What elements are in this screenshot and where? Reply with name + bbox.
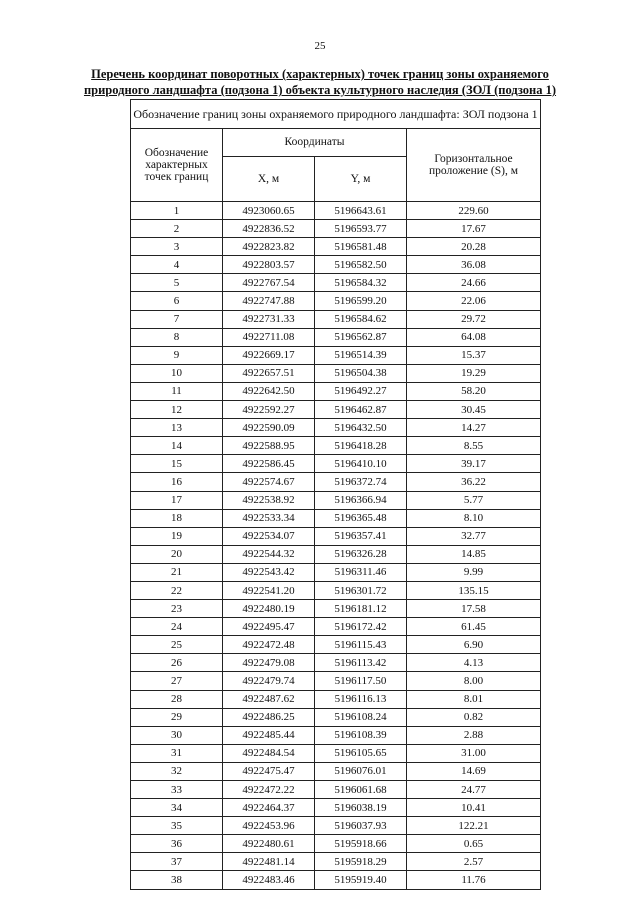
cell-x: 4922479.74 <box>223 672 315 690</box>
table-row <box>131 220 541 238</box>
cell-distance: 122.21 <box>407 817 541 835</box>
cell-x: 4922453.96 <box>223 817 315 835</box>
cell-y: 5196584.62 <box>315 310 407 328</box>
cell-x: 4922588.95 <box>223 437 315 455</box>
cell-x: 4923060.65 <box>223 202 315 220</box>
table-row <box>131 310 541 328</box>
table-row <box>131 726 541 744</box>
table-row <box>131 853 541 871</box>
cell-x: 4922590.09 <box>223 419 315 437</box>
cell-y: 5195919.40 <box>315 871 407 889</box>
cell-point: 3 <box>131 238 223 256</box>
cell-x: 4922592.27 <box>223 401 315 419</box>
cell-y: 5196357.41 <box>315 527 407 545</box>
cell-y: 5196504.38 <box>315 364 407 382</box>
cell-distance: 2.88 <box>407 726 541 744</box>
table-row <box>131 744 541 762</box>
cell-y: 5196581.48 <box>315 238 407 256</box>
cell-distance: 135.15 <box>407 581 541 599</box>
cell-distance: 0.82 <box>407 708 541 726</box>
cell-x: 4922464.37 <box>223 799 315 817</box>
cell-x: 4922481.14 <box>223 853 315 871</box>
cell-y: 5196410.10 <box>315 455 407 473</box>
cell-y: 5196462.87 <box>315 401 407 419</box>
cell-distance: 5.77 <box>407 491 541 509</box>
table-row <box>131 256 541 274</box>
cell-point: 29 <box>131 708 223 726</box>
cell-point: 2 <box>131 220 223 238</box>
cell-x: 4922657.51 <box>223 364 315 382</box>
table-row <box>131 600 541 618</box>
table-row <box>131 817 541 835</box>
cell-x: 4922484.54 <box>223 744 315 762</box>
table-row <box>131 636 541 654</box>
cell-x: 4922475.47 <box>223 762 315 780</box>
table-row <box>131 618 541 636</box>
table-row <box>131 419 541 437</box>
table-row <box>131 491 541 509</box>
cell-y: 5196599.20 <box>315 292 407 310</box>
table-row <box>131 364 541 382</box>
cell-point: 12 <box>131 401 223 419</box>
cell-point: 8 <box>131 328 223 346</box>
table-row <box>131 545 541 563</box>
cell-point: 13 <box>131 419 223 437</box>
cell-distance: 14.27 <box>407 419 541 437</box>
cell-x: 4922731.33 <box>223 310 315 328</box>
cell-y: 5196562.87 <box>315 328 407 346</box>
cell-distance: 229.60 <box>407 202 541 220</box>
cell-y: 5196372.74 <box>315 473 407 491</box>
cell-y: 5196365.48 <box>315 509 407 527</box>
cell-distance: 20.28 <box>407 238 541 256</box>
cell-y: 5196076.01 <box>315 762 407 780</box>
cell-x: 4922480.19 <box>223 600 315 618</box>
table-row <box>131 238 541 256</box>
cell-x: 4922534.07 <box>223 527 315 545</box>
cell-distance: 10.41 <box>407 799 541 817</box>
cell-distance: 14.85 <box>407 545 541 563</box>
cell-y: 5196117.50 <box>315 672 407 690</box>
cell-x: 4922541.20 <box>223 581 315 599</box>
cell-distance: 8.01 <box>407 690 541 708</box>
cell-distance: 29.72 <box>407 310 541 328</box>
cell-point: 34 <box>131 799 223 817</box>
cell-point: 28 <box>131 690 223 708</box>
cell-y: 5196115.43 <box>315 636 407 654</box>
table-row <box>131 781 541 799</box>
cell-point: 18 <box>131 509 223 527</box>
cell-point: 16 <box>131 473 223 491</box>
cell-y: 5195918.66 <box>315 835 407 853</box>
cell-distance: 17.67 <box>407 220 541 238</box>
table-row <box>131 871 541 889</box>
cell-point: 21 <box>131 563 223 581</box>
cell-point: 17 <box>131 491 223 509</box>
cell-x: 4922836.52 <box>223 220 315 238</box>
cell-y: 5196366.94 <box>315 491 407 509</box>
table-row <box>131 346 541 364</box>
cell-x: 4922472.22 <box>223 781 315 799</box>
cell-y: 5196061.68 <box>315 781 407 799</box>
cell-y: 5196113.42 <box>315 654 407 672</box>
cell-y: 5196432.50 <box>315 419 407 437</box>
table-row <box>131 274 541 292</box>
cell-x: 4922543.42 <box>223 563 315 581</box>
cell-x: 4922803.57 <box>223 256 315 274</box>
table-row <box>131 762 541 780</box>
cell-point: 25 <box>131 636 223 654</box>
table-row <box>131 527 541 545</box>
cell-x: 4922533.34 <box>223 509 315 527</box>
cell-point: 24 <box>131 618 223 636</box>
table-row <box>131 672 541 690</box>
table-row <box>131 654 541 672</box>
cell-x: 4922480.61 <box>223 835 315 853</box>
table-row <box>131 455 541 473</box>
cell-y: 5196105.65 <box>315 744 407 762</box>
cell-point: 6 <box>131 292 223 310</box>
column-header-point: Обозначение характерных точек границ <box>131 129 223 202</box>
cell-distance: 24.66 <box>407 274 541 292</box>
cell-distance: 11.76 <box>407 871 541 889</box>
cell-distance: 17.58 <box>407 600 541 618</box>
cell-distance: 14.69 <box>407 762 541 780</box>
cell-x: 4922487.62 <box>223 690 315 708</box>
cell-y: 5196037.93 <box>315 817 407 835</box>
table-row <box>131 401 541 419</box>
cell-point: 10 <box>131 364 223 382</box>
cell-point: 9 <box>131 346 223 364</box>
cell-x: 4922669.17 <box>223 346 315 364</box>
cell-distance: 30.45 <box>407 401 541 419</box>
cell-distance: 0.65 <box>407 835 541 853</box>
cell-y: 5196326.28 <box>315 545 407 563</box>
cell-point: 1 <box>131 202 223 220</box>
cell-y: 5196582.50 <box>315 256 407 274</box>
cell-x: 4922711.08 <box>223 328 315 346</box>
cell-distance: 61.45 <box>407 618 541 636</box>
table-row <box>131 563 541 581</box>
cell-distance: 8.10 <box>407 509 541 527</box>
cell-x: 4922823.82 <box>223 238 315 256</box>
cell-distance: 36.08 <box>407 256 541 274</box>
cell-distance: 58.20 <box>407 382 541 400</box>
cell-point: 37 <box>131 853 223 871</box>
cell-distance: 22.06 <box>407 292 541 310</box>
cell-point: 11 <box>131 382 223 400</box>
cell-y: 5196116.13 <box>315 690 407 708</box>
table-row <box>131 509 541 527</box>
cell-point: 7 <box>131 310 223 328</box>
cell-point: 31 <box>131 744 223 762</box>
cell-distance: 6.90 <box>407 636 541 654</box>
cell-point: 4 <box>131 256 223 274</box>
cell-x: 4922767.54 <box>223 274 315 292</box>
cell-point: 32 <box>131 762 223 780</box>
document-heading <box>60 66 580 98</box>
table-row <box>131 292 541 310</box>
cell-distance: 8.00 <box>407 672 541 690</box>
heading-line-1: Перечень координат поворотных (характерных) точек границ зоны охраняемого <box>91 67 549 81</box>
cell-point: 20 <box>131 545 223 563</box>
cell-point: 27 <box>131 672 223 690</box>
column-header-y: Y, м <box>315 156 407 201</box>
cell-y: 5196593.77 <box>315 220 407 238</box>
table-caption: Обозначение границ зоны охраняемого природного ландшафта: ЗОЛ подзона 1 <box>131 100 541 129</box>
cell-point: 5 <box>131 274 223 292</box>
cell-distance: 8.55 <box>407 437 541 455</box>
table-row <box>131 328 541 346</box>
table-row <box>131 581 541 599</box>
cell-distance: 64.08 <box>407 328 541 346</box>
cell-x: 4922486.25 <box>223 708 315 726</box>
cell-y: 5196643.61 <box>315 202 407 220</box>
cell-point: 23 <box>131 600 223 618</box>
cell-distance: 15.37 <box>407 346 541 364</box>
cell-y: 5196038.19 <box>315 799 407 817</box>
table-row <box>131 799 541 817</box>
cell-distance: 24.77 <box>407 781 541 799</box>
cell-x: 4922544.32 <box>223 545 315 563</box>
coordinates-table <box>130 99 541 890</box>
cell-distance: 4.13 <box>407 654 541 672</box>
cell-y: 5196418.28 <box>315 437 407 455</box>
cell-point: 38 <box>131 871 223 889</box>
cell-point: 15 <box>131 455 223 473</box>
cell-y: 5196172.42 <box>315 618 407 636</box>
column-header-distance: Горизонтальное проложение (S), м <box>407 129 541 202</box>
cell-distance: 9.99 <box>407 563 541 581</box>
cell-y: 5196311.46 <box>315 563 407 581</box>
cell-point: 26 <box>131 654 223 672</box>
cell-y: 5196514.39 <box>315 346 407 364</box>
table-row <box>131 437 541 455</box>
cell-x: 4922472.48 <box>223 636 315 654</box>
cell-x: 4922642.50 <box>223 382 315 400</box>
cell-x: 4922479.08 <box>223 654 315 672</box>
table-body <box>131 202 541 890</box>
cell-x: 4922485.44 <box>223 726 315 744</box>
cell-y: 5196584.32 <box>315 274 407 292</box>
cell-x: 4922747.88 <box>223 292 315 310</box>
table-row <box>131 202 541 220</box>
cell-x: 4922483.46 <box>223 871 315 889</box>
heading-line-2: природного ландшафта (подзона 1) объекта культурного наследия (ЗОЛ (подзона 1) <box>83 83 557 97</box>
cell-point: 30 <box>131 726 223 744</box>
cell-x: 4922495.47 <box>223 618 315 636</box>
cell-x: 4922586.45 <box>223 455 315 473</box>
table-row <box>131 708 541 726</box>
column-header-x: X, м <box>223 156 315 201</box>
table-row <box>131 690 541 708</box>
cell-y: 5196108.24 <box>315 708 407 726</box>
cell-y: 5195918.29 <box>315 853 407 871</box>
table-row <box>131 382 541 400</box>
cell-y: 5196108.39 <box>315 726 407 744</box>
cell-x: 4922574.67 <box>223 473 315 491</box>
cell-distance: 2.57 <box>407 853 541 871</box>
cell-distance: 32.77 <box>407 527 541 545</box>
table-row <box>131 835 541 853</box>
cell-distance: 36.22 <box>407 473 541 491</box>
cell-point: 36 <box>131 835 223 853</box>
cell-x: 4922538.92 <box>223 491 315 509</box>
column-header-coordinates: Координаты <box>223 129 407 157</box>
cell-point: 19 <box>131 527 223 545</box>
page-number: 25 <box>314 40 326 52</box>
cell-point: 14 <box>131 437 223 455</box>
cell-distance: 31.00 <box>407 744 541 762</box>
table-row <box>131 473 541 491</box>
cell-distance: 39.17 <box>407 455 541 473</box>
cell-point: 22 <box>131 581 223 599</box>
cell-y: 5196492.27 <box>315 382 407 400</box>
cell-y: 5196181.12 <box>315 600 407 618</box>
cell-point: 33 <box>131 781 223 799</box>
cell-distance: 19.29 <box>407 364 541 382</box>
cell-y: 5196301.72 <box>315 581 407 599</box>
cell-point: 35 <box>131 817 223 835</box>
